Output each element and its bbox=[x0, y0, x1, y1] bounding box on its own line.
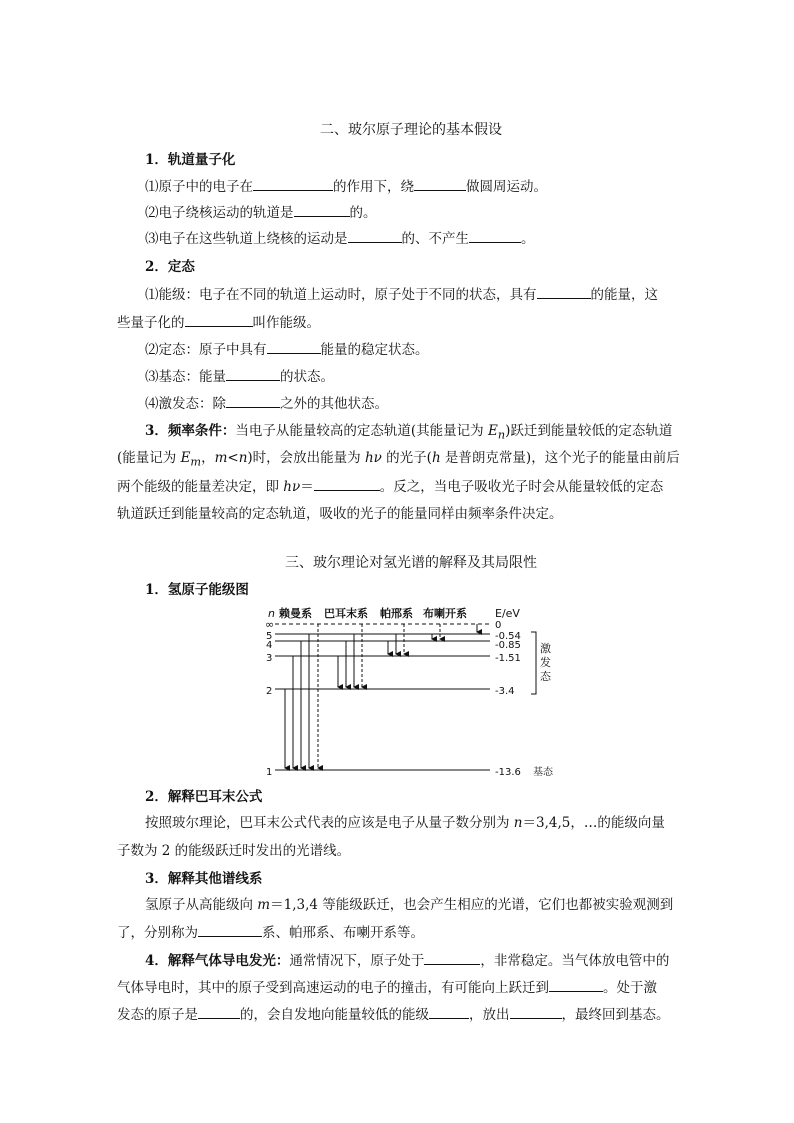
text: 。反之，当电子吸收光子时会从能量较低的定态 bbox=[379, 479, 664, 495]
fill-blank[interactable] bbox=[429, 1004, 469, 1019]
level-n-label: 4 bbox=[266, 640, 273, 651]
math-symbol: E bbox=[487, 423, 498, 439]
text: 4．解释气体导电发光： bbox=[145, 953, 290, 969]
fill-blank[interactable] bbox=[314, 476, 380, 491]
fill-blank[interactable] bbox=[198, 922, 262, 937]
ground-state-label: 基态 bbox=[533, 767, 553, 778]
text: 了，分别称为 bbox=[117, 925, 198, 941]
text: 。处于激 bbox=[603, 980, 657, 996]
text: ＝ bbox=[300, 479, 314, 495]
fill-blank[interactable] bbox=[414, 176, 466, 191]
text: 当电子从能量较高的定态轨道(其能量记为 bbox=[235, 423, 488, 439]
text: ＝3,4,5，…的能级向量 bbox=[522, 815, 665, 831]
paragraph-line bbox=[145, 228, 535, 249]
section-title: 二、玻尔原子理论的基本假设 bbox=[320, 122, 502, 138]
series-label-balmer: 巴耳末系 bbox=[324, 607, 368, 620]
paragraph-line bbox=[117, 312, 320, 333]
series-label-brackett: 布喇开系 bbox=[423, 607, 467, 620]
section-title: 三、玻尔理论对氢光谱的解释及其局限性 bbox=[285, 555, 537, 571]
level-n-label: 3 bbox=[266, 653, 273, 664]
fill-blank[interactable] bbox=[267, 339, 321, 354]
fill-blank[interactable] bbox=[226, 366, 280, 381]
paragraph-line bbox=[145, 176, 547, 197]
level-energy-label: -13.6 bbox=[495, 767, 521, 778]
paragraph-line bbox=[145, 895, 673, 915]
text: ，非常稳定。当气体放电管中的 bbox=[480, 953, 670, 969]
paragraph-line bbox=[145, 950, 669, 971]
math-symbol: m bbox=[257, 897, 271, 913]
excited-label-char: 激 bbox=[540, 642, 551, 655]
text: 3．频率条件： bbox=[145, 423, 236, 439]
paragraph-line bbox=[145, 284, 658, 305]
fill-blank[interactable] bbox=[348, 228, 402, 243]
text: ，放出 bbox=[469, 1007, 510, 1023]
text: 的。 bbox=[349, 205, 377, 221]
text: ⑵定态：原子中具有 bbox=[145, 342, 267, 358]
text: )时，会放出能量为 bbox=[247, 450, 365, 466]
paragraph-line bbox=[117, 922, 424, 943]
text: 能量的稳定状态。 bbox=[320, 342, 429, 358]
subsection-title: 2．解释巴耳末公式 bbox=[145, 789, 263, 805]
text: ⑴能级：电子在不同的轨道上运动时，原子处于不同的状态，具有 bbox=[145, 287, 537, 303]
level-n-label: 1 bbox=[266, 767, 273, 778]
excited-label-char: 态 bbox=[540, 670, 551, 683]
text: 的作用下，绕 bbox=[333, 179, 414, 195]
paragraph-line bbox=[145, 202, 377, 223]
text: 的光子( bbox=[381, 450, 432, 466]
fill-blank[interactable] bbox=[537, 284, 591, 299]
text: ⑵电子绕核运动的轨道是 bbox=[145, 205, 294, 221]
subsection-title: 3．解释其他谱线系 bbox=[145, 871, 263, 887]
paragraph-line bbox=[145, 339, 429, 360]
subsection-title: 1．氢原子能级图 bbox=[145, 582, 249, 598]
text: 通常情况下，原子处于 bbox=[289, 953, 425, 969]
text: ＝1,3,4 等能级跃迁，也会产生相应的光谱，它们也都被实验观测到 bbox=[270, 897, 674, 913]
text: 的、不产生 bbox=[401, 231, 469, 247]
level-n-label: 5 bbox=[266, 631, 273, 642]
text: 按照玻尔理论，巴耳末公式代表的应该是电子从量子数分别为 bbox=[145, 815, 514, 831]
level-energy-label: -1.51 bbox=[495, 653, 521, 664]
excited-bracket bbox=[531, 632, 536, 694]
paragraph-line: 子数为 2 的能级跃迁时发出的光谱线。 bbox=[117, 843, 351, 859]
series-label-lyman: 赖曼系 bbox=[279, 607, 312, 620]
text: 做圆周运动。 bbox=[466, 179, 547, 195]
fill-blank[interactable] bbox=[185, 312, 253, 327]
fill-blank[interactable] bbox=[469, 228, 521, 243]
energy-level-diagram bbox=[255, 602, 565, 784]
energy-zero-label: 0 bbox=[495, 620, 502, 631]
text: 是普朗克常量)，这个光子的能量由前后 bbox=[440, 450, 680, 466]
paragraph-line bbox=[117, 476, 663, 497]
text: 气体导电时，其中的原子受到高速运动的电子的撞击，有可能向上跃迁到 bbox=[117, 980, 549, 996]
paragraph-line bbox=[145, 421, 672, 446]
math-symbol: n bbox=[513, 815, 523, 831]
subsection-title: 1．轨道量子化 bbox=[145, 152, 236, 168]
text: ， bbox=[201, 450, 215, 466]
text: 之外的其他状态。 bbox=[280, 396, 388, 412]
paragraph-line bbox=[117, 977, 657, 998]
level-energy-label: -0.85 bbox=[495, 640, 521, 651]
text: 系、帕邢系、布喇开系等。 bbox=[262, 925, 424, 941]
text: ⑶基态：能量 bbox=[145, 369, 226, 385]
math-symbol: E bbox=[180, 450, 191, 466]
text: ，最终回到基态。 bbox=[561, 1007, 670, 1023]
math-symbol: h bbox=[431, 450, 441, 466]
fill-blank[interactable] bbox=[198, 1004, 240, 1019]
paragraph-line bbox=[145, 393, 388, 414]
paragraph-line bbox=[117, 448, 680, 473]
fill-blank[interactable] bbox=[549, 977, 603, 992]
subsection-title: 2．定态 bbox=[145, 259, 195, 275]
paragraph-line bbox=[145, 813, 665, 833]
text: 叫作能级。 bbox=[252, 315, 320, 331]
fill-blank[interactable] bbox=[294, 202, 350, 217]
energy-axis-label: E/eV bbox=[495, 607, 520, 620]
math-subscript: n bbox=[497, 428, 506, 442]
level-energy-label: -0.54 bbox=[495, 631, 521, 642]
level-energy-label: -3.4 bbox=[495, 686, 515, 697]
text: 些量子化的 bbox=[117, 315, 185, 331]
text: (能量记为 bbox=[117, 450, 181, 466]
text: 氢原子从高能级向 bbox=[145, 897, 258, 913]
series-label-paschen: 帕邢系 bbox=[380, 607, 413, 620]
text: )跃迁到能量较低的定态轨道 bbox=[505, 423, 673, 439]
math-symbol: hν bbox=[364, 450, 382, 466]
paragraph-line bbox=[117, 1004, 670, 1025]
text: ⑴原子中的电子在 bbox=[145, 179, 253, 195]
math-symbol: m<n bbox=[214, 450, 248, 466]
fill-blank[interactable] bbox=[424, 950, 480, 965]
text: 发态的原子是 bbox=[117, 1007, 198, 1023]
level-n-label: 2 bbox=[266, 686, 273, 697]
fill-blank[interactable] bbox=[510, 1004, 562, 1019]
paragraph-line: 轨道跃迁到能量较高的定态轨道，吸收的光子的能量同样由频率条件决定。 bbox=[117, 506, 563, 522]
fill-blank[interactable] bbox=[226, 393, 280, 408]
infinity-label: ∞ bbox=[265, 618, 275, 631]
text: 。 bbox=[521, 231, 535, 247]
math-subscript: m bbox=[190, 455, 202, 469]
paragraph-line bbox=[145, 366, 334, 387]
n-axis-label: n bbox=[268, 607, 275, 620]
text: ⑷激发态：除 bbox=[145, 396, 226, 412]
fill-blank[interactable] bbox=[253, 176, 333, 191]
text: 的能量，这 bbox=[590, 287, 658, 303]
text: 的，会自发地向能量较低的能级 bbox=[240, 1007, 429, 1023]
excited-label-char: 发 bbox=[540, 656, 551, 669]
text: 的状态。 bbox=[280, 369, 334, 385]
text: 两个能级的能量差决定，即 bbox=[117, 479, 284, 495]
text: ⑶电子在这些轨道上绕核的运动是 bbox=[145, 231, 348, 247]
math-symbol: hν bbox=[283, 479, 301, 495]
